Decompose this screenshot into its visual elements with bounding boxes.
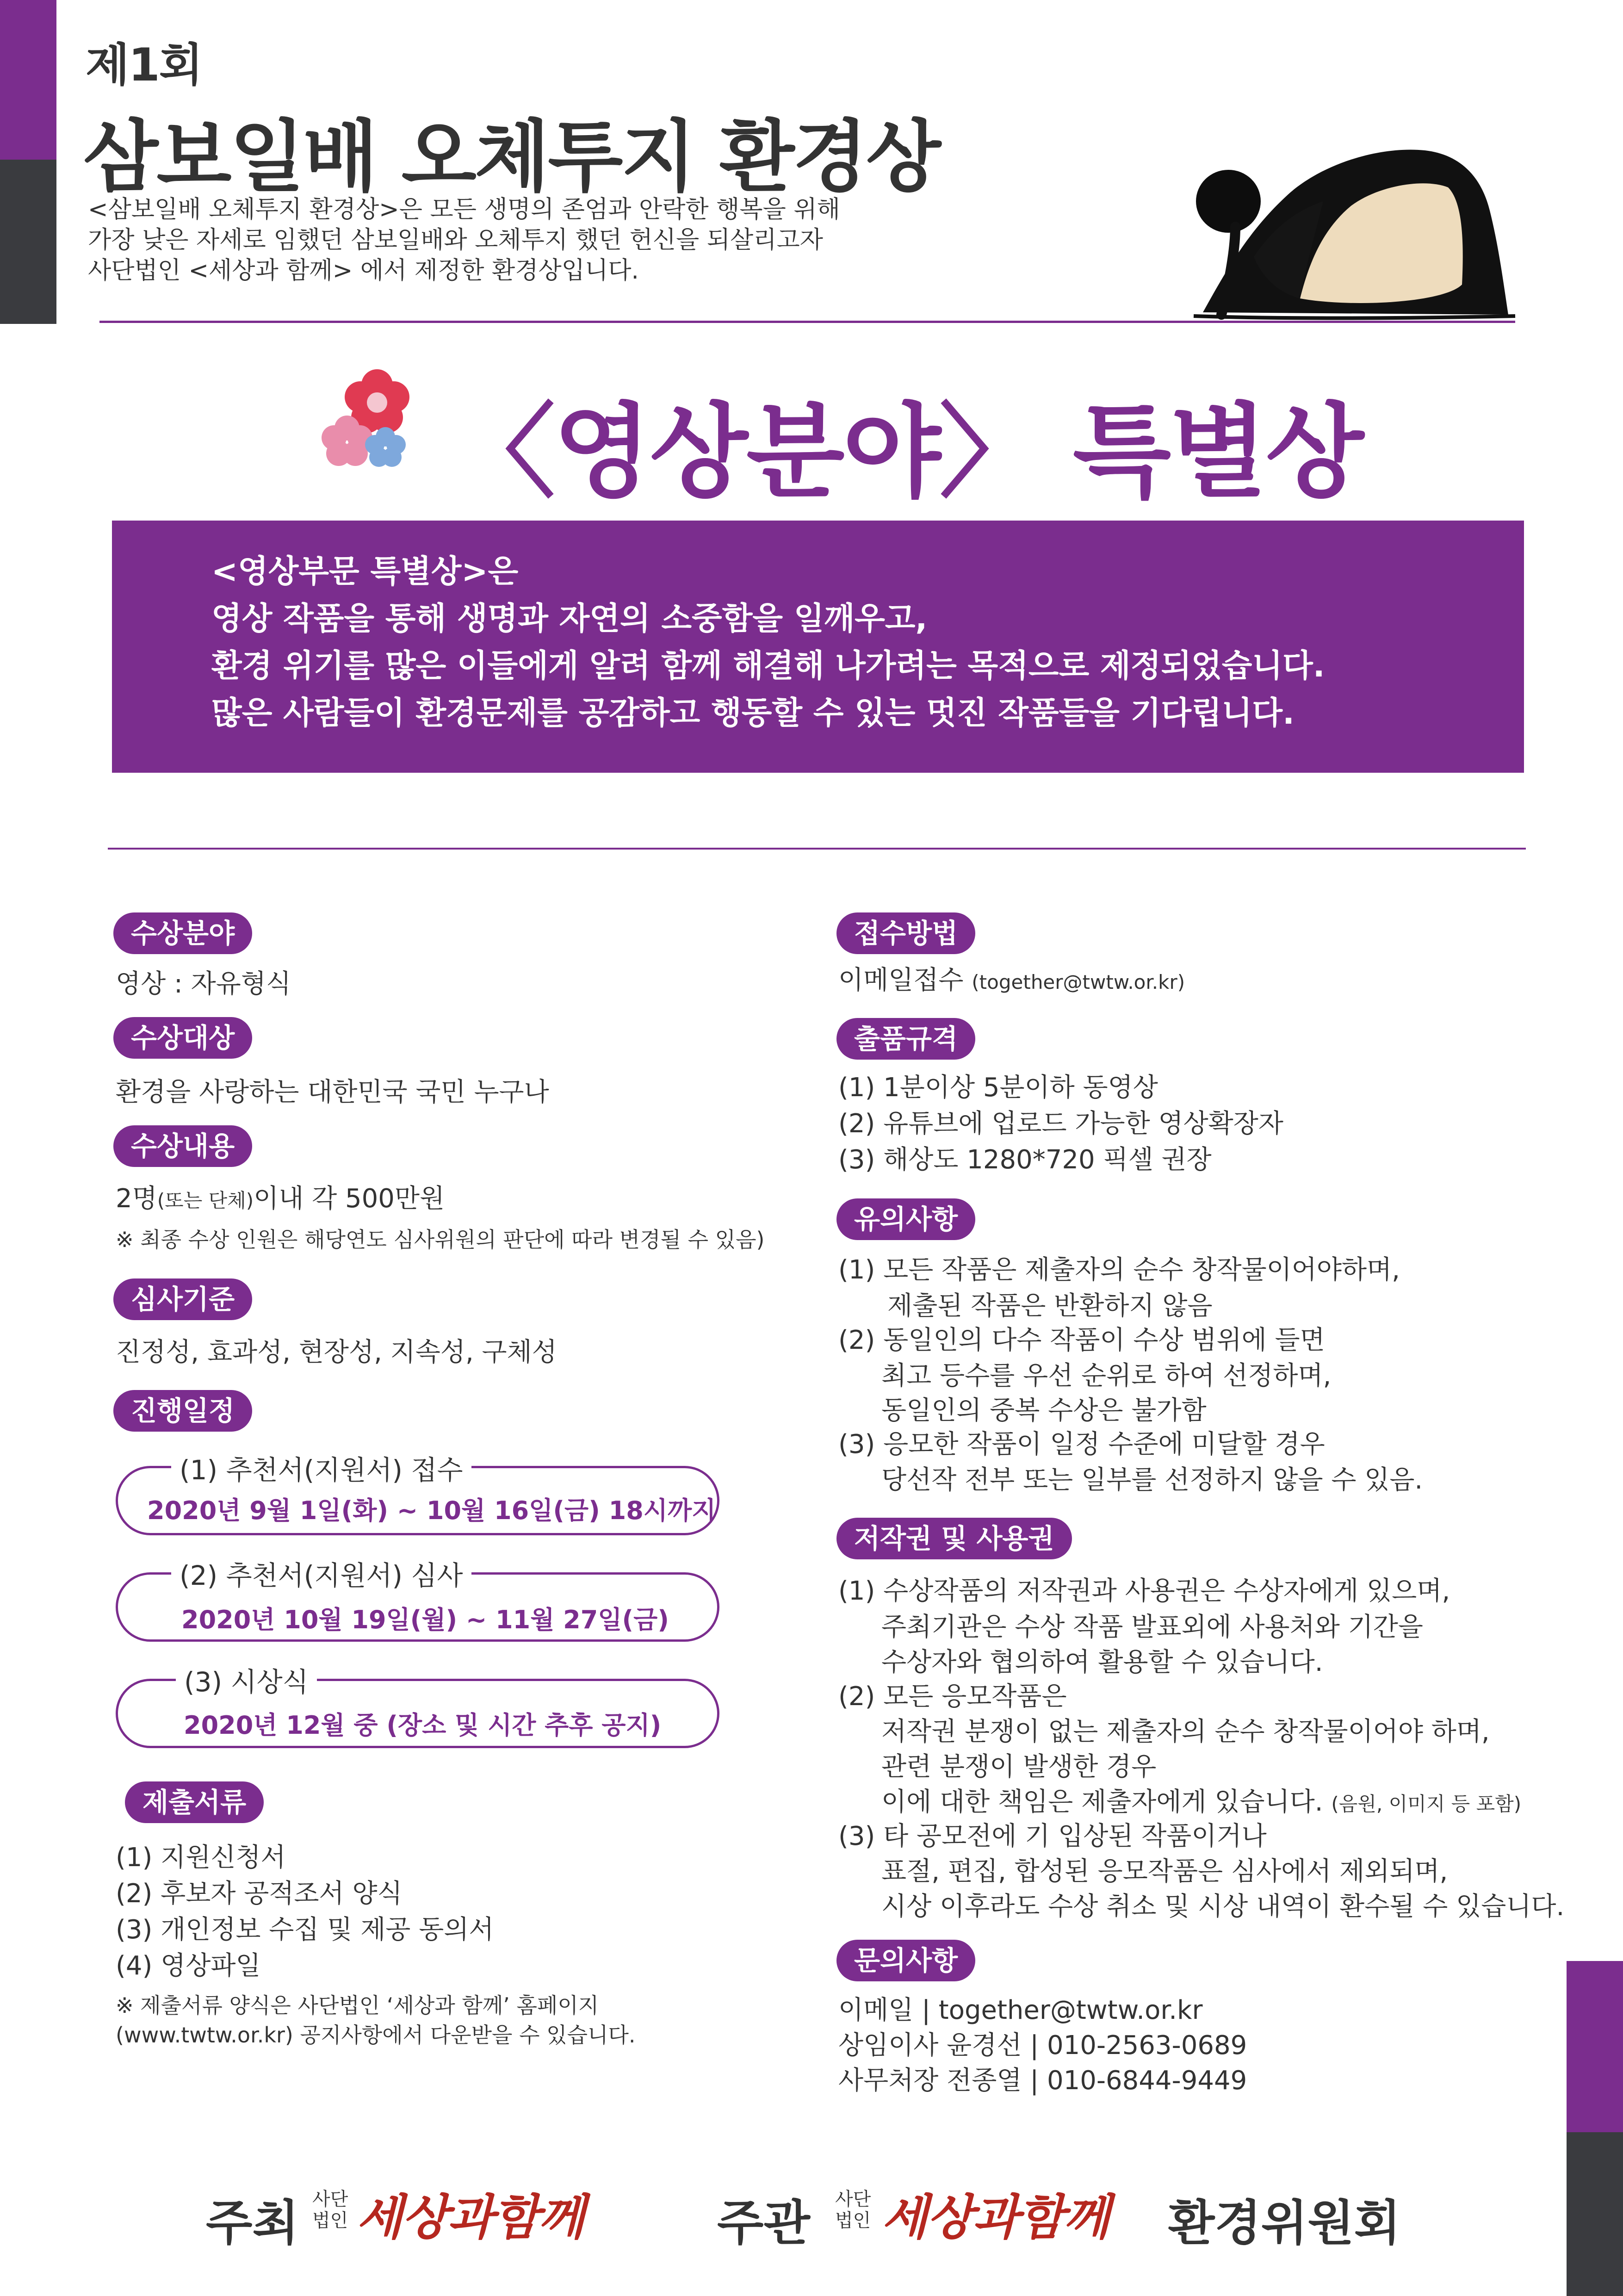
caution-line: (2) 동일인의 다수 작품이 수상 범위에 들면 (838, 1325, 1325, 1355)
accent-bar-bottom-purple (1567, 1961, 1623, 2132)
target-text: 환경을 사랑하는 대한민국 국민 누구나 (116, 1077, 549, 1107)
intro-text: <삼보일배 오체투지 환경상>은 모든 생명의 존엄과 안락한 행복을 위해 가장 낮은 자세로 임했던 삼보일배와 오체투지 했던 헌신을 되살리고자 사단법인 <세상과 함께> 에서 제정한 환경상입니다. (88, 196, 840, 285)
accent-bar-top-gray (0, 160, 56, 324)
award-description-line: <영상부문 특별상>은 (211, 553, 519, 590)
copyright-line: 표절, 편집, 합성된 응모작품은 심사에서 제외되며, (881, 1856, 1448, 1886)
method-text: 이메일접수 (together@twtw.or.kr) (838, 965, 1185, 995)
caution-line: 당선작 전부 또는 일부를 선정하지 않을 수 있음. (881, 1465, 1423, 1495)
section-label-criteria: 심사기준 (113, 1278, 252, 1320)
field-text: 영상 : 자유형식 (116, 969, 291, 999)
bowing-figure-illustration (1184, 132, 1518, 326)
contact-line: 사무처장 전종열 | 010-6844-9449 (838, 2066, 1247, 2096)
section-label-schedule: 진행일정 (113, 1390, 252, 1432)
prize-note: ※ 최종 수상 인원은 해당연도 심사위원의 판단에 따라 변경될 수 있음) (116, 1227, 765, 1252)
contact-line: 상임이사 윤경선 | 010-2563-0689 (838, 2030, 1247, 2060)
documents-item: (4) 영상파일 (116, 1951, 261, 1981)
section-label-field: 수상분야 (113, 912, 252, 954)
schedule-item-title: (2) 추천서(지원서) 심사 (171, 1554, 471, 1593)
spec-item: (2) 유튜브에 업로드 가능한 영상확장자 (838, 1109, 1283, 1139)
organizer-brand-logo: 세상과함께 (881, 2189, 1109, 2246)
section-label-caution: 유의사항 (836, 1198, 975, 1240)
spec-item: (1) 1분이상 5분이하 동영상 (838, 1073, 1158, 1103)
award-description-line: 환경 위기를 많은 이들에게 알려 함께 해결해 나가려는 목적으로 제정되었습니다. (211, 648, 1325, 684)
section-label-method: 접수방법 (836, 912, 975, 954)
edition-label: 제1회 (86, 39, 202, 92)
accent-bar-bottom-gray (1567, 2132, 1623, 2296)
copyright-line: (1) 수상작품의 저작권과 사용권은 수상자에게 있으며, (838, 1576, 1450, 1606)
caution-line: (3) 응모한 작품이 일정 수준에 미달할 경우 (838, 1429, 1325, 1459)
schedule-item-title: (3) 시상식 (176, 1660, 317, 1699)
copyright-line: 주최기관은 수상 작품 발표외에 사용처와 기간을 (881, 1612, 1423, 1642)
copyright-line: 시상 이후라도 수상 취소 및 시상 내역이 환수될 수 있습니다. (881, 1892, 1565, 1922)
host-label: 주최 (206, 2195, 299, 2251)
documents-note: ※ 제출서류 양식은 사단법인 ‘세상과 함께’ 홈페이지 (www.twtw.or.kr) 공지사항에서 다운받을 수 있습니다. (116, 1993, 636, 2048)
contact-line: 이메일 | together@twtw.or.kr (838, 1995, 1203, 2025)
organizer-label: 주관 (717, 2195, 810, 2251)
caution-line: 제출된 작품은 반환하지 않음 (887, 1291, 1213, 1321)
prize-text: 2명(또는 단체)이내 각 500만원 (116, 1184, 445, 1214)
copyright-line: (3) 타 공모전에 기 입상된 작품이거나 (838, 1821, 1267, 1851)
section-divider (108, 848, 1526, 850)
section-label-spec: 출품규격 (836, 1018, 975, 1060)
page-title: 삼보일배 오체투지 환경상 (83, 112, 940, 202)
caution-line: (1) 모든 작품은 제출자의 순수 창작물이어야하며, (838, 1255, 1400, 1285)
org-type-label: 사단 법인 (312, 2189, 348, 2231)
documents-item: (3) 개인정보 수집 및 제공 동의서 (116, 1915, 494, 1945)
copyright-line: 저작권 분쟁이 없는 제출자의 순수 창작물이어야 하며, (881, 1717, 1490, 1747)
award-description-box (112, 521, 1524, 773)
accent-bar-top-purple (0, 0, 56, 160)
org-type-label: 사단 법인 (835, 2189, 871, 2231)
schedule-item-title: (1) 추천서(지원서) 접수 (171, 1448, 471, 1487)
criteria-text: 진정성, 효과성, 현장성, 지속성, 구체성 (116, 1337, 557, 1367)
section-label-documents: 제출서류 (125, 1781, 264, 1823)
copyright-line: 관련 분쟁이 발생한 경우 (881, 1752, 1157, 1782)
schedule-item-date: 2020년 10월 19일(월) ~ 11월 27일(금) (181, 1605, 669, 1634)
organizer-committee: 환경위원회 (1168, 2195, 1401, 2251)
caution-line: 동일인의 중복 수상은 불가함 (881, 1396, 1207, 1426)
flower-icon (303, 366, 428, 477)
header-divider (99, 321, 1515, 323)
copyright-line: 이에 대한 책임은 제출자에게 있습니다. (음원, 이미지 등 포함) (881, 1787, 1522, 1817)
copyright-line: 수상자와 협의하여 활용할 수 있습니다. (881, 1647, 1323, 1677)
spec-item: (3) 해상도 1280*720 픽셀 권장 (838, 1145, 1212, 1175)
copyright-line: (2) 모든 응모작품은 (838, 1682, 1067, 1712)
caution-line: 최고 등수를 우선 순위로 하여 선정하며, (881, 1361, 1332, 1391)
documents-item: (2) 후보자 공적조서 양식 (116, 1879, 403, 1909)
award-description-line: 많은 사람들이 환경문제를 공감하고 행동할 수 있는 멋진 작품들을 기다립니다. (211, 695, 1295, 732)
award-description-line: 영상 작품을 통해 생명과 자연의 소중함을 일깨우고, (211, 601, 928, 637)
section-label-copyright: 저작권 및 사용권 (836, 1518, 1072, 1559)
schedule-item-date: 2020년 12월 중 (장소 및 시간 추후 공지) (184, 1711, 662, 1740)
award-title: 〈영상분야〉 특별상 (453, 393, 1363, 511)
host-brand-logo: 세상과함께 (356, 2189, 584, 2246)
section-label-prize: 수상내용 (113, 1125, 252, 1167)
documents-item: (1) 지원신청서 (116, 1843, 286, 1873)
section-label-target: 수상대상 (113, 1017, 252, 1059)
section-label-contact: 문의사항 (836, 1940, 975, 1981)
schedule-item-date: 2020년 9월 1일(화) ~ 10월 16일(금) 18시까지 (147, 1496, 716, 1525)
